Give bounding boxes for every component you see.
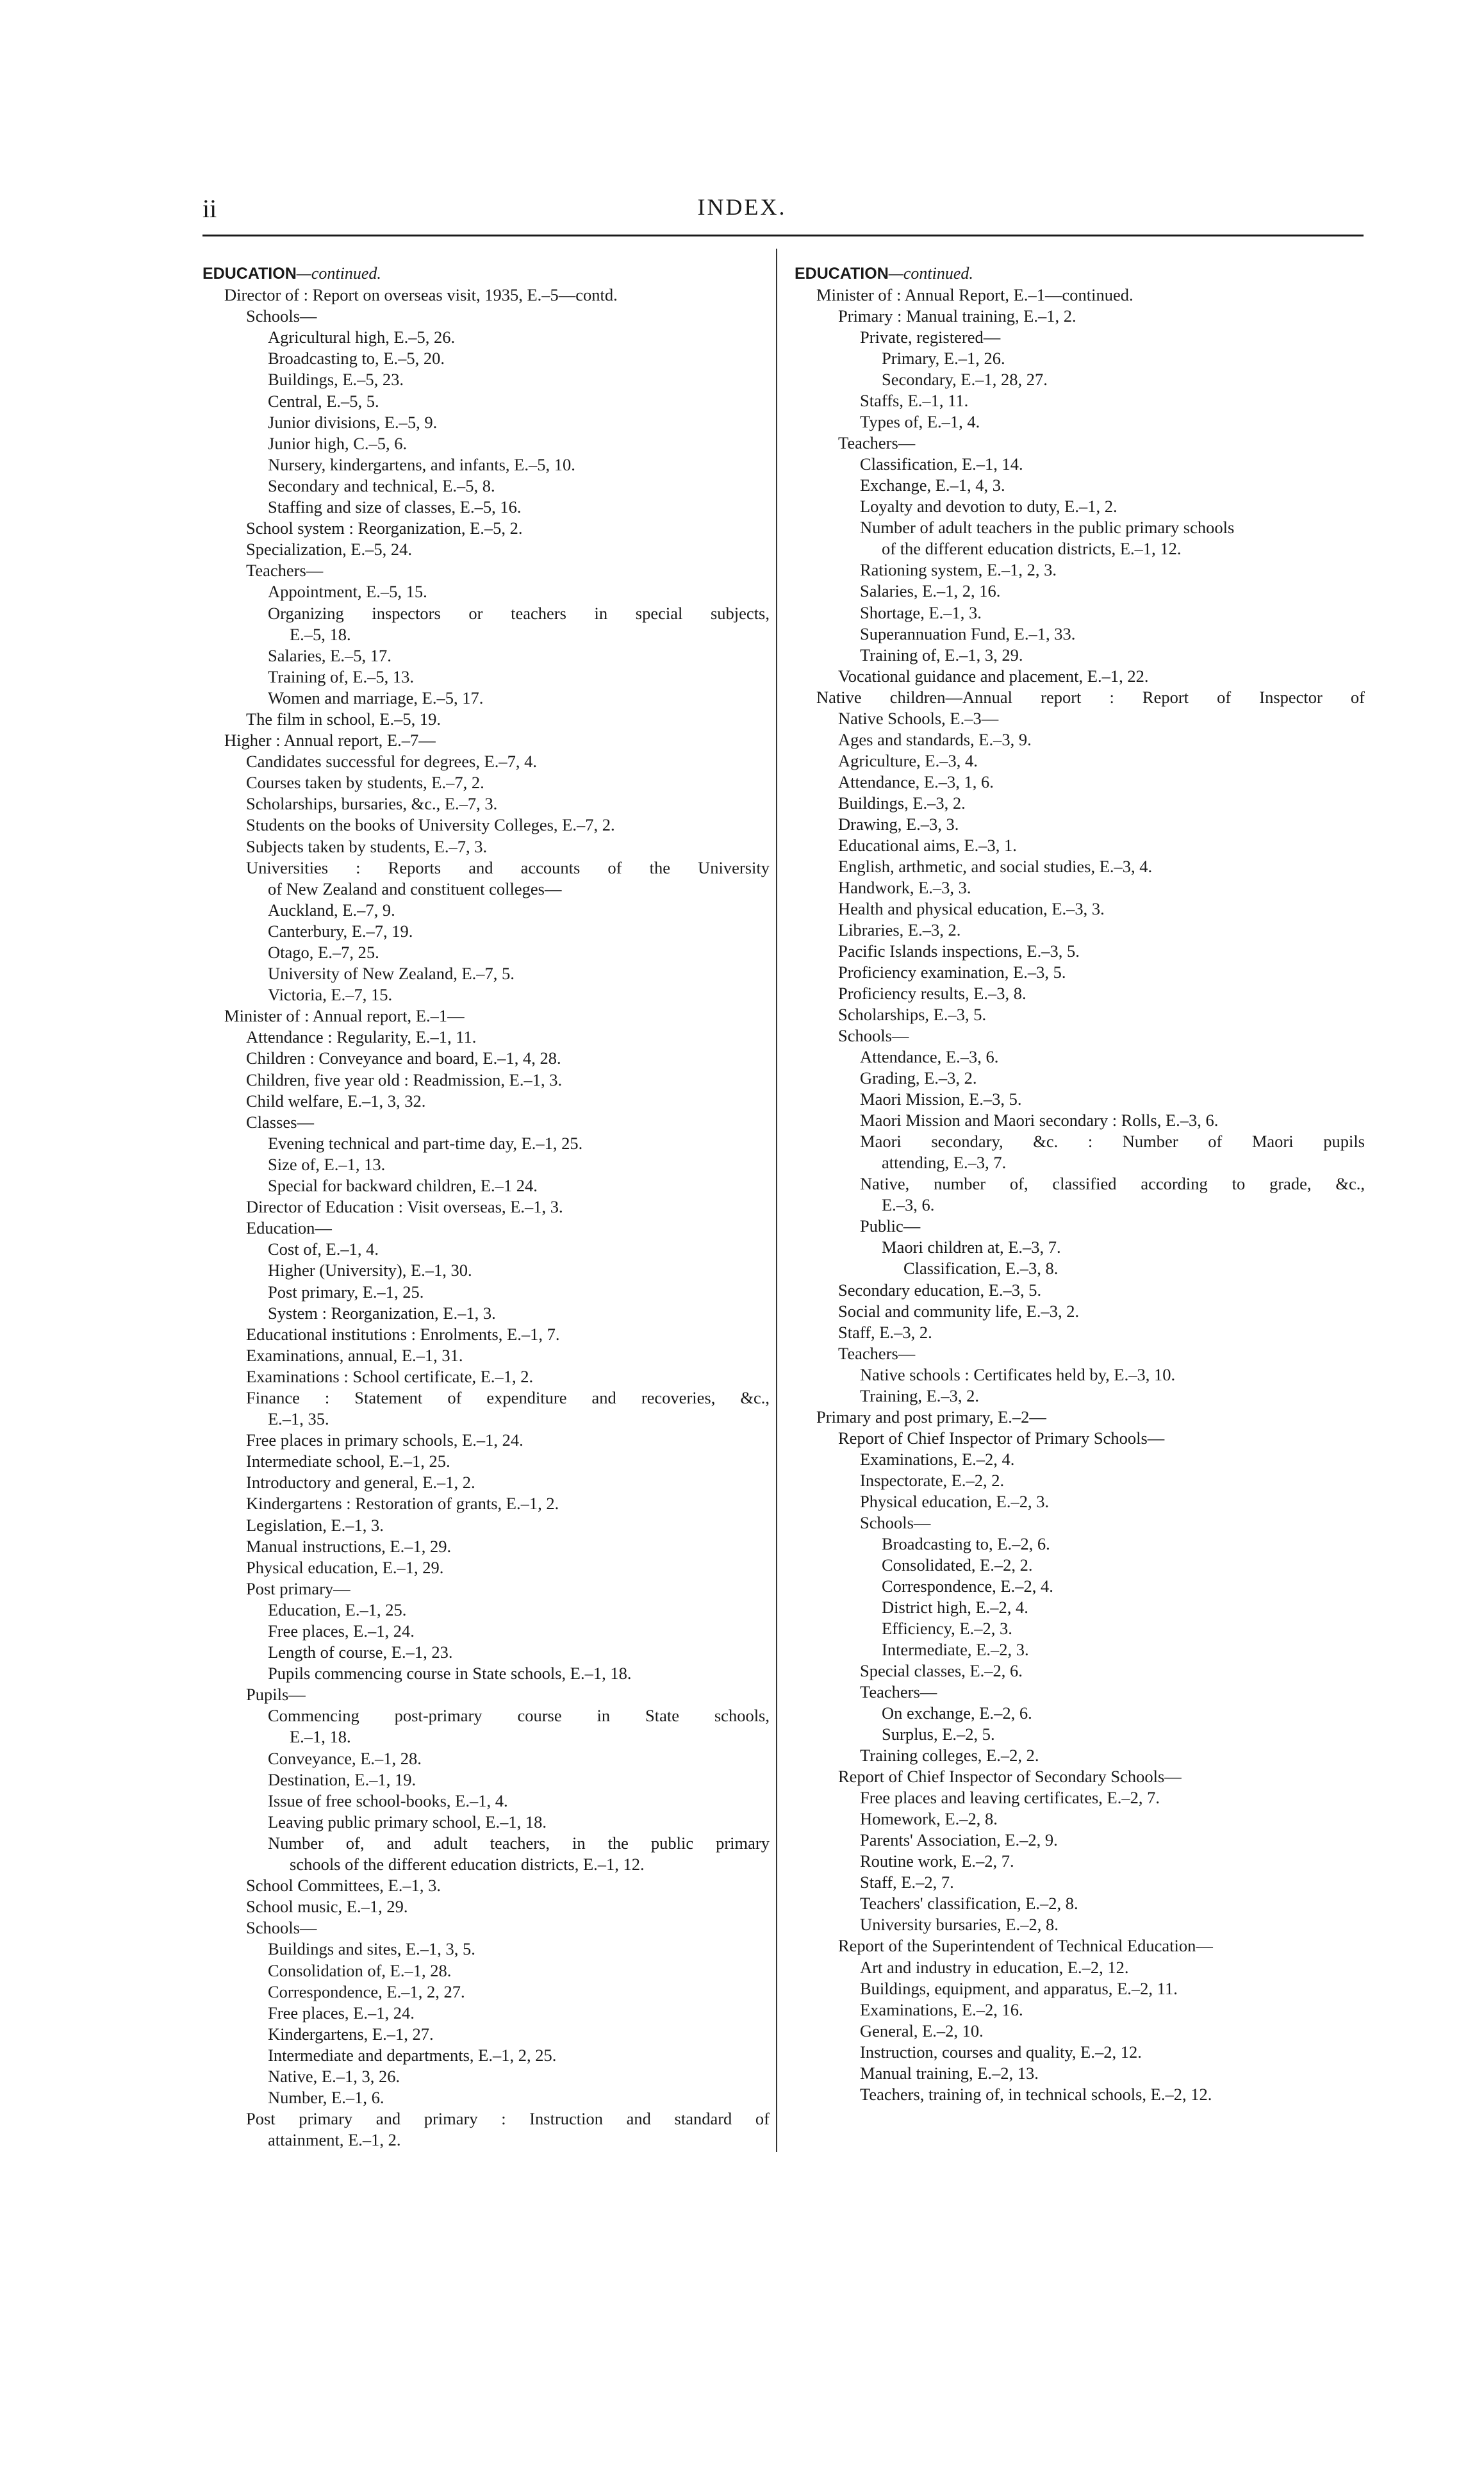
index-entry: Parents' Association, E.–2, 9. <box>860 1830 1058 1850</box>
index-entry: Training of, E.–5, 13. <box>268 666 414 686</box>
index-entry: Agricultural high, E.–5, 26. <box>268 327 456 347</box>
index-entry: Buildings, E.–5, 23. <box>268 370 404 390</box>
index-entry: E.–3, 6. <box>882 1195 935 1215</box>
index-entry: Maori Mission, E.–3, 5. <box>860 1089 1022 1109</box>
index-column-left <box>202 263 770 2151</box>
index-entry: Schools— <box>246 1918 317 1938</box>
index-entry: Special for backward children, E.–1 24. <box>268 1176 538 1196</box>
index-entry: Training, E.–3, 2. <box>860 1385 980 1405</box>
index-entry: Native schools : Certificates held by, E.–3, 10. <box>860 1364 1176 1384</box>
index-entry: Teachers' classification, E.–2, 8. <box>860 1894 1078 1914</box>
index-entry: Issue of free school-books, E.–1, 4. <box>268 1791 508 1810</box>
index-entry: Examinations, E.–2, 16. <box>860 1999 1023 2019</box>
index-entry: Handwork, E.–3, 3. <box>838 877 971 897</box>
index-entry: Secondary, E.–1, 28, 27. <box>882 370 1048 390</box>
index-entry: Students on the books of University Colleges, E.–7, 2. <box>246 815 615 835</box>
index-entry: Native Schools, E.–3— <box>838 708 999 728</box>
index-entry: Social and community life, E.–3, 2. <box>838 1301 1080 1321</box>
index-entry: Post primary and primary : Instruction and standard of <box>246 2109 770 2129</box>
index-entry: Schools— <box>838 1026 909 1046</box>
index-entry: Routine work, E.–2, 7. <box>860 1851 1014 1871</box>
index-entry: Loyalty and devotion to duty, E.–1, 2. <box>860 497 1117 517</box>
index-entry: Maori Mission and Maori secondary : Rolls, E.–3, 6. <box>860 1111 1219 1130</box>
index-entry: Free places, E.–1, 24. <box>268 1621 415 1641</box>
index-entry: Instruction, courses and quality, E.–2, 12. <box>860 2042 1142 2062</box>
index-entry: Primary : Manual training, E.–1, 2. <box>838 306 1076 326</box>
index-entry: Buildings, E.–3, 2. <box>838 793 966 813</box>
index-entry: Intermediate school, E.–1, 25. <box>246 1452 450 1471</box>
index-entry: School Committees, E.–1, 3. <box>246 1876 441 1896</box>
index-entry: Buildings, equipment, and apparatus, E.–2, 11. <box>860 1978 1178 1998</box>
index-entry: Nursery, kindergartens, and infants, E.–5, 10. <box>268 454 575 474</box>
index-entry: Higher (University), E.–1, 30. <box>268 1261 472 1280</box>
index-entry: Minister of : Annual report, E.–1— <box>224 1006 465 1026</box>
index-entry: Children, five year old : Readmission, E.–1, 3. <box>246 1070 563 1089</box>
index-entry: Examinations, E.–2, 4. <box>860 1449 1015 1469</box>
index-entry: Health and physical education, E.–3, 3. <box>838 898 1105 918</box>
index-entry: Finance : Statement of expenditure and recoveries, &c., <box>246 1387 770 1407</box>
index-entry: Auckland, E.–7, 9. <box>268 900 395 920</box>
index-entry: Junior high, C.–5, 6. <box>268 433 408 453</box>
index-entry: Intermediate and departments, E.–1, 2, 25. <box>268 2045 557 2065</box>
index-entry: Subjects taken by students, E.–7, 3. <box>246 836 488 856</box>
index-entry: Maori secondary, &c. : Number of Maori pupils <box>860 1132 1365 1152</box>
page-number: ii <box>202 194 217 223</box>
index-entry: Teachers— <box>838 433 916 453</box>
index-column-right <box>795 263 1365 2105</box>
continued-note: —continued. <box>888 264 973 283</box>
index-entry: Surplus, E.–2, 5. <box>882 1724 995 1744</box>
index-entry: Educational aims, E.–3, 1. <box>838 835 1017 855</box>
index-entry: Broadcasting to, E.–5, 20. <box>268 349 445 368</box>
index-entry: Number, E.–1, 6. <box>268 2088 384 2108</box>
index-entry: Candidates successful for degrees, E.–7, 4. <box>246 752 538 772</box>
index-entry: Report of Chief Inspector of Secondary Schools— <box>838 1767 1182 1787</box>
index-entry: General, E.–2, 10. <box>860 2021 984 2040</box>
index-entry: Free places, E.–1, 24. <box>268 2003 415 2022</box>
index-entry: Agriculture, E.–3, 4. <box>838 750 978 770</box>
index-entry: Consolidation of, E.–1, 28. <box>268 1960 452 1980</box>
index-entry: Vocational guidance and placement, E.–1, 22. <box>838 666 1149 686</box>
index-entry: Appointment, E.–5, 15. <box>268 582 427 602</box>
index-entry: Pacific Islands inspections, E.–3, 5. <box>838 941 1080 961</box>
index-entry: Otago, E.–7, 25. <box>268 943 379 962</box>
index-entry: Training of, E.–1, 3, 29. <box>860 645 1023 665</box>
index-entry: Director of Education : Visit overseas, E.–1, 3. <box>246 1197 563 1217</box>
index-entry: Manual instructions, E.–1, 29. <box>246 1536 452 1556</box>
index-entry: Consolidated, E.–2, 2. <box>882 1555 1033 1575</box>
index-entry: Evening technical and part-time day, E.–1, 25. <box>268 1133 583 1153</box>
index-entry: Art and industry in education, E.–2, 12. <box>860 1957 1129 1977</box>
index-heading <box>795 263 1365 285</box>
index-entry: Drawing, E.–3, 3. <box>838 814 959 834</box>
index-entry: Junior divisions, E.–5, 9. <box>268 412 438 432</box>
index-entry: Physical education, E.–1, 29. <box>246 1557 444 1577</box>
index-entry: English, arthmetic, and social studies, E.–3, 4. <box>838 856 1153 876</box>
index-entry: attainment, E.–1, 2. <box>268 2130 401 2150</box>
index-entry: Attendance : Regularity, E.–1, 11. <box>246 1027 477 1047</box>
index-entry: attending, E.–3, 7. <box>882 1153 1007 1173</box>
index-entry: Schools— <box>246 306 317 326</box>
index-entry: Kindergartens, E.–1, 27. <box>268 2024 434 2044</box>
index-entry: Central, E.–5, 5. <box>268 391 379 411</box>
index-entry: Primary, E.–1, 26. <box>882 349 1005 368</box>
index-entry: Correspondence, E.–2, 4. <box>882 1576 1053 1596</box>
index-entry: University of New Zealand, E.–7, 5. <box>268 964 515 984</box>
index-entry: Special classes, E.–2, 6. <box>860 1661 1023 1681</box>
index-entry: Native, number of, classified according to grade, &c., <box>860 1174 1365 1194</box>
heading-text: EDUCATION <box>202 265 297 283</box>
index-entry: Broadcasting to, E.–2, 6. <box>882 1534 1050 1553</box>
index-entry: Physical education, E.–2, 3. <box>860 1491 1050 1511</box>
index-entry: The film in school, E.–5, 19. <box>246 709 441 729</box>
index-entry: Number of, and adult teachers, in the public primary <box>268 1833 770 1853</box>
index-entry: Free places and leaving certificates, E.–2, 7. <box>860 1788 1160 1808</box>
index-entry: Scholarships, bursaries, &c., E.–7, 3. <box>246 794 498 814</box>
index-entry: Education, E.–1, 25. <box>268 1600 407 1619</box>
index-entry: Attendance, E.–3, 1, 6. <box>838 772 994 791</box>
index-entry: School music, E.–1, 29. <box>246 1897 408 1917</box>
index-entry: Classification, E.–1, 14. <box>860 454 1023 474</box>
header-rule <box>202 235 1364 236</box>
index-entry: Report of Chief Inspector of Primary Schools— <box>838 1428 1165 1448</box>
index-entry: School system : Reorganization, E.–5, 2. <box>246 518 523 538</box>
index-entry: Exchange, E.–1, 4, 3. <box>860 476 1005 495</box>
index-entry: Types of, E.–1, 4. <box>860 412 980 432</box>
index-entry: Proficiency results, E.–3, 8. <box>838 984 1026 1004</box>
index-entry: E.–1, 35. <box>268 1409 329 1429</box>
index-entry: Buildings and sites, E.–1, 3, 5. <box>268 1939 475 1959</box>
index-entry: Primary and post primary, E.–2— <box>816 1407 1046 1427</box>
index-entry: Manual training, E.–2, 13. <box>860 2063 1039 2083</box>
index-entry: Kindergartens : Restoration of grants, E.–1, 2. <box>246 1494 559 1514</box>
index-entry: Public— <box>860 1216 921 1236</box>
index-entry: Rationing system, E.–1, 2, 3. <box>860 560 1057 580</box>
index-entry: Minister of : Annual Report, E.–1—continued. <box>816 285 1134 305</box>
index-entry: Libraries, E.–3, 2. <box>838 920 961 939</box>
index-heading <box>202 263 770 285</box>
index-entry: Post primary— <box>246 1578 350 1598</box>
index-entry: Free places in primary schools, E.–1, 24. <box>246 1430 524 1450</box>
index-entry: Child welfare, E.–1, 3, 32. <box>246 1091 426 1111</box>
index-entry: Scholarships, E.–3, 5. <box>838 1005 987 1025</box>
index-entry: Staffs, E.–1, 11. <box>860 391 969 411</box>
index-entry: University bursaries, E.–2, 8. <box>860 1915 1059 1935</box>
index-entry: Proficiency examination, E.–3, 5. <box>838 963 1066 982</box>
index-entry: Commencing post-primary course in State schools, <box>268 1706 770 1726</box>
column-divider <box>776 249 777 2152</box>
index-entry: Educational institutions : Enrolments, E.–1, 7. <box>246 1324 560 1344</box>
index-entry: Victoria, E.–7, 15. <box>268 985 393 1005</box>
index-entry: E.–1, 18. <box>290 1727 351 1747</box>
index-entry: Training colleges, E.–2, 2. <box>860 1746 1039 1766</box>
index-entry: Canterbury, E.–7, 19. <box>268 921 413 941</box>
index-entry: Salaries, E.–1, 2, 16. <box>860 581 1001 601</box>
index-entry: Superannuation Fund, E.–1, 33. <box>860 624 1076 643</box>
index-entry: Teachers, training of, in technical schools, E.–2, 12. <box>860 2084 1212 2104</box>
index-entry: Courses taken by students, E.–7, 2. <box>246 773 484 793</box>
index-entry: Staffing and size of classes, E.–5, 16. <box>268 497 522 517</box>
index-entry: Destination, E.–1, 19. <box>268 1769 416 1789</box>
index-entry: System : Reorganization, E.–1, 3. <box>268 1303 496 1323</box>
index-entry: Length of course, E.–1, 23. <box>268 1642 453 1662</box>
index-entry: District high, E.–2, 4. <box>882 1597 1028 1617</box>
running-head: INDEX. <box>697 194 787 220</box>
index-entry: Education— <box>246 1218 332 1238</box>
index-entry: Introductory and general, E.–1, 2. <box>246 1473 475 1493</box>
index-entry: Shortage, E.–1, 3. <box>860 602 982 622</box>
index-entry: Specialization, E.–5, 24. <box>246 540 413 559</box>
index-entry: Report of the Superintendent of Technical Education— <box>838 1936 1213 1956</box>
index-entry: Higher : Annual report, E.–7— <box>224 731 436 750</box>
index-entry: Teachers— <box>838 1343 916 1363</box>
index-entry: Number of adult teachers in the public primary schools <box>860 518 1235 538</box>
index-entry: Organizing inspectors or teachers in special subjects, <box>268 603 770 623</box>
index-entry: Size of, E.–1, 13. <box>268 1154 386 1174</box>
index-entry: Teachers— <box>246 561 324 581</box>
index-entry: Native children—Annual report : Report of Inspector of <box>816 687 1365 707</box>
index-entry: Staff, E.–2, 7. <box>860 1873 954 1892</box>
index-entry: Schools— <box>860 1512 931 1532</box>
index-entry: Leaving public primary school, E.–1, 18. <box>268 1812 547 1832</box>
index-entry: Staff, E.–3, 2. <box>838 1322 932 1342</box>
index-entry: Grading, E.–3, 2. <box>860 1068 977 1088</box>
index-entry: Children : Conveyance and board, E.–1, 4, 28. <box>246 1048 561 1068</box>
index-entry: Inspectorate, E.–2, 2. <box>860 1470 1005 1490</box>
index-entry: E.–5, 18. <box>290 624 351 644</box>
index-entry: Legislation, E.–1, 3. <box>246 1515 384 1535</box>
index-entry: Teachers— <box>860 1682 937 1702</box>
index-entry: Native, E.–1, 3, 26. <box>268 2066 400 2086</box>
index-entry: Salaries, E.–5, 17. <box>268 645 392 665</box>
continued-note: —continued. <box>296 264 381 283</box>
index-entry: On exchange, E.–2, 6. <box>882 1703 1032 1723</box>
index-entry: Examinations : School certificate, E.–1, 2. <box>246 1366 534 1386</box>
index-entry: Conveyance, E.–1, 28. <box>268 1748 422 1768</box>
index-entry: Private, registered— <box>860 327 1001 347</box>
index-entry: Secondary and technical, E.–5, 8. <box>268 476 495 495</box>
index-entry: Pupils— <box>246 1685 306 1705</box>
index-entry: Efficiency, E.–2, 3. <box>882 1619 1012 1638</box>
heading-text: EDUCATION <box>795 265 889 283</box>
index-entry: Women and marriage, E.–5, 17. <box>268 688 484 707</box>
index-entry: of New Zealand and constituent colleges— <box>268 879 562 898</box>
index-entry: Classes— <box>246 1112 314 1132</box>
index-entry: Ages and standards, E.–3, 9. <box>838 729 1032 749</box>
index-entry: Examinations, annual, E.–1, 31. <box>246 1345 463 1365</box>
index-entry: Post primary, E.–1, 25. <box>268 1282 424 1302</box>
index-entry: Homework, E.–2, 8. <box>860 1809 998 1829</box>
index-entry: Attendance, E.–3, 6. <box>860 1047 999 1067</box>
index-entry: schools of the different education districts, E.–1, 12. <box>290 1855 645 1874</box>
index-entry: Correspondence, E.–1, 2, 27. <box>268 1981 465 2001</box>
index-entry: Secondary education, E.–3, 5. <box>838 1280 1042 1300</box>
index-entry: Universities : Reports and accounts of the University <box>246 857 770 877</box>
index-entry: Cost of, E.–1, 4. <box>268 1239 379 1259</box>
index-entry: Pupils commencing course in State schools, E.–1, 18. <box>268 1664 632 1683</box>
index-entry: Maori children at, E.–3, 7. <box>882 1237 1061 1257</box>
index-entry: Intermediate, E.–2, 3. <box>882 1640 1029 1660</box>
index-entry: Director of : Report on overseas visit, 1935, E.–5—contd. <box>224 285 618 305</box>
index-entry: of the different education districts, E.–1, 12. <box>882 539 1182 559</box>
index-entry: Classification, E.–3, 8. <box>903 1259 1059 1278</box>
